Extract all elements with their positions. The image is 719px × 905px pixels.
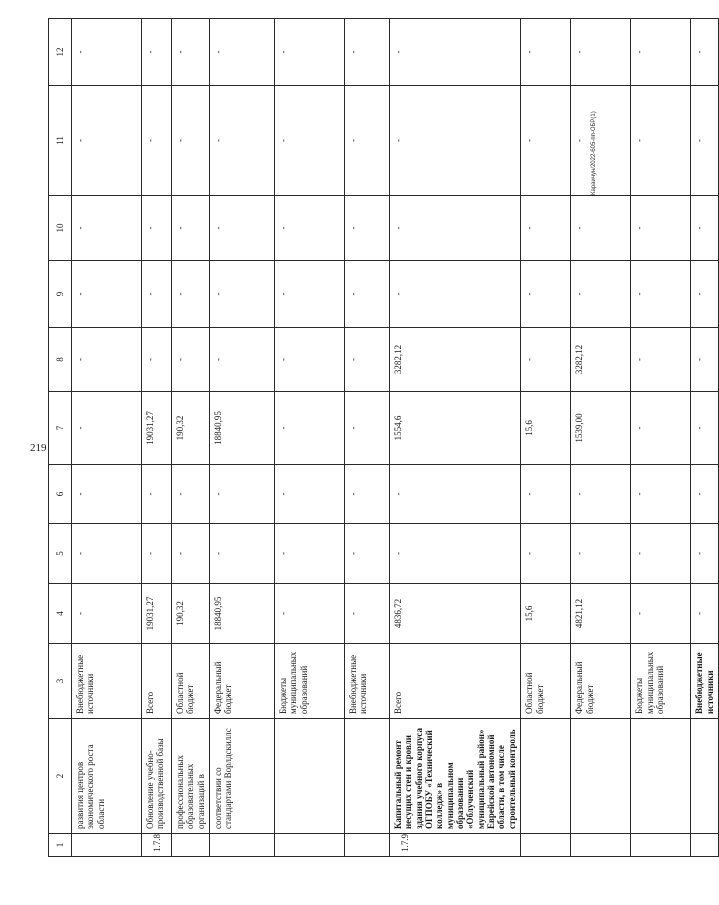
header-cell: 3 <box>49 644 72 719</box>
value-cell: - <box>691 584 719 644</box>
value-cell: - <box>72 465 142 524</box>
value-cell: - <box>210 465 275 524</box>
value-cell: - <box>275 19 345 86</box>
value-cell: - <box>571 524 631 584</box>
value-cell: - <box>72 19 142 86</box>
value-cell: - <box>631 584 691 644</box>
table-row <box>631 19 691 857</box>
row-number-cell: 1.7.9 <box>390 834 521 857</box>
value-cell: - <box>345 19 390 86</box>
value-cell: - <box>691 196 719 261</box>
source-cell: Внебюджетные источники <box>72 644 142 719</box>
value-cell: - <box>172 196 210 261</box>
activity-cell <box>345 719 390 834</box>
value-cell: 19031,27 <box>142 584 172 644</box>
value-cell: - <box>345 392 390 465</box>
value-cell: 19031,27 <box>142 392 172 465</box>
value-cell: - <box>210 524 275 584</box>
value-cell: - <box>631 86 691 196</box>
value-cell: - <box>390 19 521 86</box>
value-cell: - <box>172 328 210 392</box>
value-cell: - <box>631 19 691 86</box>
value-cell: - <box>390 196 521 261</box>
page-number: 219 <box>30 442 47 454</box>
header-cell: 12 <box>49 19 72 86</box>
value-cell: 4821,12 <box>571 584 631 644</box>
value-cell: - <box>172 19 210 86</box>
value-cell: - <box>631 196 691 261</box>
value-cell: - <box>72 328 142 392</box>
value-cell: - <box>72 524 142 584</box>
activity-cell <box>691 719 719 834</box>
value-cell: - <box>521 19 571 86</box>
activity-cell <box>521 719 571 834</box>
value-cell: - <box>521 261 571 328</box>
activity-cell <box>571 719 631 834</box>
header-cell: 7 <box>49 392 72 465</box>
value-cell: - <box>210 19 275 86</box>
value-cell: - <box>172 261 210 328</box>
value-cell: 4836,72 <box>390 584 521 644</box>
table-row <box>571 19 631 857</box>
header-cell: 9 <box>49 261 72 328</box>
table-row <box>72 19 142 857</box>
activity-cell: развития центров экономического роста области <box>72 719 142 834</box>
value-cell: - <box>390 86 521 196</box>
activity-cell <box>631 719 691 834</box>
header-cell: 11 <box>49 86 72 196</box>
value-cell: - <box>275 392 345 465</box>
value-cell: - <box>571 196 631 261</box>
row-number-cell <box>631 834 691 857</box>
row-number-cell <box>521 834 571 857</box>
value-cell: - <box>390 465 521 524</box>
table-row <box>210 19 275 857</box>
value-cell: - <box>275 584 345 644</box>
value-cell: - <box>521 196 571 261</box>
source-cell: Всего <box>142 644 172 719</box>
header-cell: 1 <box>49 834 72 857</box>
source-cell: Областной бюджет <box>172 644 210 719</box>
value-cell: - <box>521 86 571 196</box>
row-number-cell <box>172 834 210 857</box>
activity-cell: Обновление учебно-производственной базы <box>142 719 172 834</box>
row-number-cell <box>571 834 631 857</box>
value-cell: 1554,6 <box>390 392 521 465</box>
table-row <box>142 19 172 857</box>
value-cell: - <box>345 86 390 196</box>
header-cell: 8 <box>49 328 72 392</box>
budget-table-wrapper <box>48 19 715 857</box>
value-cell: - <box>72 261 142 328</box>
value-cell: - <box>72 392 142 465</box>
value-cell: 15,6 <box>521 392 571 465</box>
header-cell: 2 <box>49 719 72 834</box>
header-cell: 6 <box>49 465 72 524</box>
value-cell: - <box>691 261 719 328</box>
header-cell: 10 <box>49 196 72 261</box>
row-number-cell <box>691 834 719 857</box>
header-cell: 5 <box>49 524 72 584</box>
value-cell: - <box>631 328 691 392</box>
budget-table <box>48 18 719 857</box>
table-row <box>691 19 719 857</box>
value-cell: - <box>571 465 631 524</box>
value-cell: - <box>210 328 275 392</box>
value-cell: - <box>631 392 691 465</box>
value-cell: - <box>275 196 345 261</box>
value-cell: - <box>72 86 142 196</box>
table-row <box>521 19 571 857</box>
value-cell: 3282,12 <box>390 328 521 392</box>
value-cell: - <box>345 584 390 644</box>
source-cell: Внебюджетные источники <box>345 644 390 719</box>
value-cell: - <box>275 328 345 392</box>
activity-cell: соответствии со стандартами Ворлдскиллс <box>210 719 275 834</box>
value-cell: - <box>571 86 631 196</box>
value-cell: - <box>521 328 571 392</box>
value-cell: 1539,00 <box>571 392 631 465</box>
rotated-table-container <box>48 19 715 857</box>
value-cell: - <box>210 261 275 328</box>
value-cell: 190,32 <box>172 392 210 465</box>
table-row <box>390 19 521 857</box>
activity-cell: профессиональных образовательных организаций в <box>172 719 210 834</box>
value-cell: - <box>275 261 345 328</box>
source-cell: Областной бюджет <box>521 644 571 719</box>
value-cell: - <box>142 261 172 328</box>
value-cell: - <box>631 465 691 524</box>
table-row <box>275 19 345 857</box>
source-cell: Бюджеты муниципальных образований <box>275 644 345 719</box>
value-cell: - <box>571 261 631 328</box>
value-cell: - <box>275 524 345 584</box>
source-cell: Федеральный бюджет <box>571 644 631 719</box>
value-cell: - <box>521 465 571 524</box>
value-cell: - <box>345 524 390 584</box>
row-number-cell <box>275 834 345 857</box>
value-cell: - <box>571 19 631 86</box>
header-cell: 4 <box>49 584 72 644</box>
source-cell: Внебюджетные источники <box>691 644 719 719</box>
source-cell: Федеральный бюджет <box>210 644 275 719</box>
value-cell: 190,32 <box>172 584 210 644</box>
value-cell: - <box>210 196 275 261</box>
value-cell: - <box>691 19 719 86</box>
value-cell: - <box>275 86 345 196</box>
value-cell: - <box>72 584 142 644</box>
value-cell: - <box>345 196 390 261</box>
activity-cell <box>275 719 345 834</box>
row-number-cell <box>72 834 142 857</box>
header-row <box>49 19 72 857</box>
value-cell: - <box>691 465 719 524</box>
value-cell: 18840,95 <box>210 392 275 465</box>
value-cell: - <box>631 261 691 328</box>
value-cell: - <box>345 328 390 392</box>
value-cell: - <box>172 465 210 524</box>
value-cell: - <box>691 86 719 196</box>
value-cell: - <box>172 524 210 584</box>
row-number-cell <box>345 834 390 857</box>
value-cell: - <box>631 524 691 584</box>
value-cell: - <box>72 196 142 261</box>
table-row <box>172 19 210 857</box>
value-cell: - <box>142 19 172 86</box>
source-cell: Всего <box>390 644 521 719</box>
value-cell: 15,6 <box>521 584 571 644</box>
source-cell: Бюджеты муниципальных образований <box>631 644 691 719</box>
value-cell: - <box>142 196 172 261</box>
value-cell: - <box>691 392 719 465</box>
value-cell: - <box>691 524 719 584</box>
value-cell: - <box>142 465 172 524</box>
value-cell: - <box>210 86 275 196</box>
row-number-cell <box>210 834 275 857</box>
value-cell: - <box>275 465 345 524</box>
value-cell: - <box>390 261 521 328</box>
table-row <box>345 19 390 857</box>
value-cell: - <box>345 465 390 524</box>
value-cell: 18840,95 <box>210 584 275 644</box>
value-cell: - <box>142 524 172 584</box>
value-cell: 3282,12 <box>571 328 631 392</box>
value-cell: - <box>142 86 172 196</box>
activity-cell: Капитальный ремонт несущих стен и кровли здания учебного корпуса ОГПОБУ «Технический колледж» в муниципальном образовании «Облученский муниципальный район» Еврейской автономной области, в том числе строительный контроль <box>390 719 521 834</box>
side-note-text: Караичун/2022-605-пп-ОБР(1) <box>591 111 597 195</box>
value-cell: - <box>521 524 571 584</box>
budget-table-body <box>49 19 719 857</box>
value-cell: - <box>691 328 719 392</box>
value-cell: - <box>142 328 172 392</box>
row-number-cell: 1.7.8 <box>142 834 172 857</box>
value-cell: - <box>345 261 390 328</box>
value-cell: - <box>390 524 521 584</box>
value-cell: - <box>172 86 210 196</box>
